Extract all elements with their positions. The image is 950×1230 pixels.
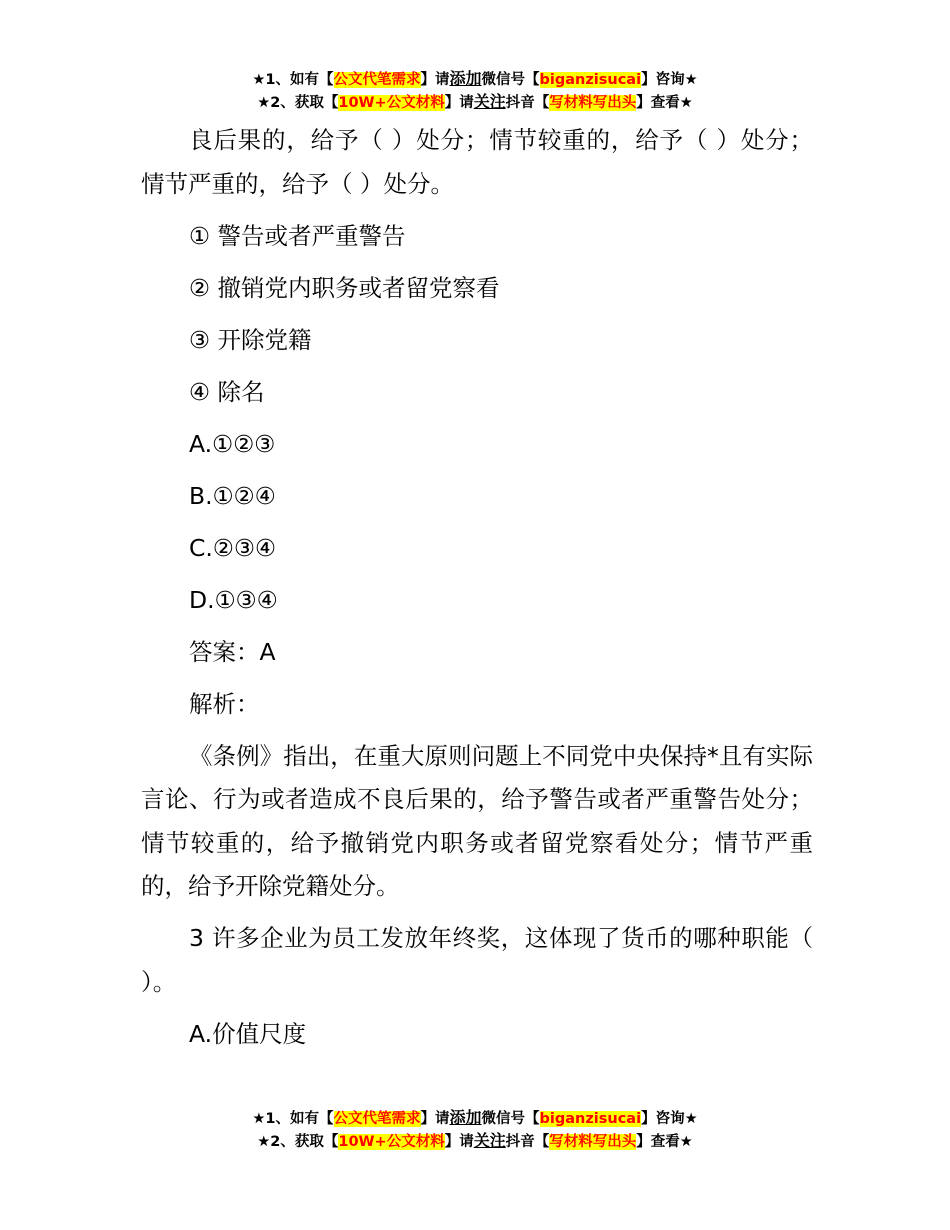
header-line-2-suffix: 】查看★ [636,95,693,111]
header-line-2-middle1: 】请 [444,95,474,111]
header-highlight-wechat-id: biganzisucai [539,72,642,88]
footer-banner [0,1107,950,1153]
answer-line: 答案：A [189,637,276,666]
header-line-2-middle2: 抖音【 [505,95,550,111]
question-3-option-a: A.价值尺度 [189,1019,307,1048]
option-d: D.①③④ [189,585,278,614]
header-highlight-materials: 10W+公文材料 [338,95,445,111]
analysis-label: 解析： [189,689,260,718]
list-item-2: ② 撤销党内职务或者留党察看 [189,273,500,302]
header-line-1-prefix: ★1、如有【 [252,72,334,88]
document-body [141,119,813,1056]
footer-line-2 [0,1130,950,1153]
header-highlight-service: 公文代笔需求 [333,72,421,88]
header-emph-follow: 关注 [473,92,506,111]
footer-line-2-suffix: 】查看★ [636,1134,693,1150]
header-line-2-prefix: ★2、获取【 [257,95,339,111]
question-3: 3 许多企业为员工发放年终奖，这体现了货币的哪种职能（ ）。 [141,924,813,996]
footer-line-2-middle1: 】请 [444,1134,474,1150]
header-line-2 [0,91,950,114]
analysis-text: 《条例》指出，在重大原则问题上不同党中央保持*且有实际言论、行为或者造成不良后果的，给予警告或者严重警告处分；情节较重的，给予撤销党内职务或者留党察看处分；情节严重的，给予开除党籍处分。 [141,741,813,900]
footer-highlight-materials: 10W+公文材料 [338,1134,445,1150]
footer-line-1-middle2: 微信号【 [481,1111,540,1127]
footer-line-1-middle1: 】请 [420,1111,450,1127]
footer-emph-follow: 关注 [473,1131,506,1150]
footer-highlight-douyin: 写材料写出头 [549,1134,637,1150]
header-line-1-suffix: 】咨询★ [641,72,698,88]
footer-highlight-wechat-id: biganzisucai [539,1111,642,1127]
list-item-4: ④ 除名 [189,377,265,406]
header-emph-add: 添加 [449,69,482,88]
footer-line-1-suffix: 】咨询★ [641,1111,698,1127]
footer-emph-add: 添加 [449,1108,482,1127]
footer-line-1-prefix: ★1、如有【 [252,1111,334,1127]
header-line-1-middle2: 微信号【 [481,72,540,88]
header-highlight-douyin: 写材料写出头 [549,95,637,111]
option-a: A.①②③ [189,429,276,458]
list-item-3: ③ 开除党籍 [189,325,312,354]
header-line-1 [0,68,950,91]
footer-line-1 [0,1107,950,1130]
footer-highlight-service: 公文代笔需求 [333,1111,421,1127]
option-b: B.①②④ [189,481,276,510]
footer-line-2-middle2: 抖音【 [505,1134,550,1150]
paragraph-continuation: 良后果的，给予（ ）处分；情节较重的，给予（ ）处分；情节严重的，给予（ ）处分。 [141,126,813,198]
footer-line-2-prefix: ★2、获取【 [257,1134,339,1150]
option-c: C.②③④ [189,533,277,562]
header-banner [0,68,950,114]
list-item-1: ① 警告或者严重警告 [189,221,406,250]
header-line-1-middle1: 】请 [420,72,450,88]
